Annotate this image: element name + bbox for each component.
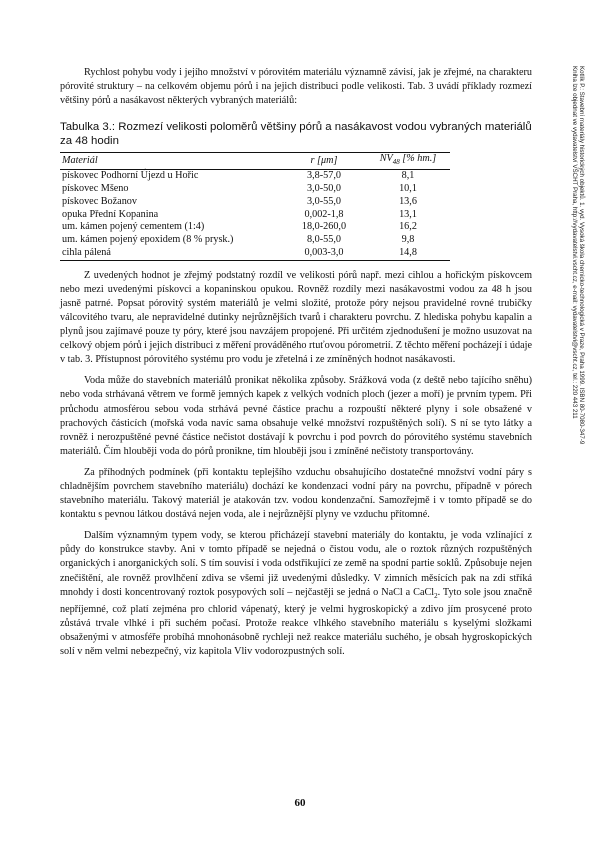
- header-radius: r [μm]: [282, 153, 366, 170]
- paragraph-condensation: Za příhodných podmínek (při kontaktu teplejšího vzduchu obsahujícího dostatečné množství vodní páry s chladnějším povrchem stavebního materiálu) dochází ke kondenzaci vodní páry na povrchu, případně v pórech stavebního materiálu. Takový materiál je atakován tzv. vodou kondenzační. Samozřejmě i v tomto případě se do kontaktu s pevnou látkou dostává nejen voda, ale i nejrůznější plyny ve vzduchu přítomné.: [60, 466, 532, 521]
- cell-radius: 3,8-57,0: [307, 170, 341, 182]
- page-number: 60: [294, 797, 306, 809]
- cell-absorption: 16,2: [399, 221, 417, 233]
- cell-material: cihla pálená: [60, 247, 282, 260]
- citation-sidenote: [571, 66, 585, 581]
- cell-absorption: 13,6: [399, 195, 417, 207]
- table-row: [60, 209, 450, 222]
- table-row: [60, 183, 450, 196]
- cell-material: opuka Přední Kopanina: [62, 208, 159, 220]
- table-row: [60, 234, 450, 247]
- cell-radius: 0,003-3,0: [282, 247, 366, 260]
- cell-radius: 8,0-55,0: [307, 234, 341, 246]
- cell-absorption: 13,1: [399, 208, 417, 220]
- cell-absorption: 14,8: [366, 247, 450, 260]
- table-row: [60, 170, 450, 183]
- header-material: Materiál: [60, 153, 282, 170]
- citation-line-2: Kniha lze objednat ve vydavatelství VŠCHT Praha, http://vydavatelstvi.vscht.cz, e-mail: vydavatelstvi@vscht.cz, tel.: 220 443 211: [571, 66, 578, 419]
- cell-radius: 3,0-55,0: [307, 195, 341, 207]
- table-header-row: [60, 153, 450, 170]
- paragraph-intro: Rychlost pohybu vody i jejího množství v pórovitém materiálu významně závisí, jak je zřejmé, na charakteru pórovité struktury – na celkovém objemu pórů i na jejich distribuci podle velikosti. Tab. 3 uvádí příklady rozmezí většiny pórů a nasákavost některých vybraných materiálů:: [60, 67, 532, 107]
- cell-material: um. kámen pojený cementem (1:4): [62, 221, 205, 233]
- pore-table: [60, 152, 450, 260]
- cell-radius: 3,0-50,0: [307, 182, 341, 194]
- table-row: [60, 221, 450, 234]
- cell-radius: 18,0-260,0: [301, 221, 347, 233]
- cell-absorption: 10,1: [399, 182, 417, 194]
- cell-material: pískovec Božanov: [62, 195, 137, 207]
- cell-radius: 0,002-1,8: [304, 208, 344, 220]
- table-caption: Tabulka 3.: Rozmezí velikosti poloměrů většiny pórů a nasákavost vodou vybraných materiálů za 48 hodin: [60, 121, 532, 148]
- paragraph-rising-damp: Dalším významným typem vody, se kterou přicházejí stavební materiály do kontaktu, je voda vzlínající z půdy do konstrukce stavby. Ani v tomto případě se nejedná o čistou vodu, ale o roztok různých rozpuštěných organických i anorganických solí. S tím souvisí i voda odstřikující ze země na spodní partie soklů. Způsobuje nejen znečištění, ale rovněž provlhčení zdiva se všemi již uvedenými důsledky. V zimních měsících pak na zdi stříká mnohdy i dosti koncentrovaný roztok posypových solí – nejčastěji se jedná o NaCl a CaCl$_2$. Tyto sole jsou značně nepříjemné, což platí zejména pro chlorid vápenatý, který je velmi hygroskopický a zdivo jím prosycené proto zůstává trvale vlhké i při suchém počasí. Protože reakce vlhkého stavebního materiálu s kyselými složkami obsaženými v atmosféře probíhá mnohonásobně rychleji než reakce materiálu suchého, je obsah hygroskopických solí v něm velmi nebezpečný, viz kapitola Vliv vodorozpustných solí.: [60, 530, 532, 658]
- page-content: [60, 66, 532, 666]
- cell-absorption: 9,8: [401, 234, 415, 246]
- cell-absorption: 8,1: [401, 170, 415, 182]
- table-row: [60, 196, 450, 209]
- paragraph-pores: Z uvedených hodnot je zřejmý podstatný rozdíl ve velikosti pórů např. mezi cihlou a hořickým pískovcem nebo mezi uvedenými pískovci a kopaninskou opukou. Rovněž rozdíly mezi nasákavostmi vodou za 48 h jsou jasně patrné. Popsat pórovitý systém materiálů je velmi složité, protože póry nejsou pravidelné rovné trubičky válcovitého tvaru, ale nepravidelné dutinky nejrůznějších tvarů i charakteru povrchu. Z hlediska pohybu kapalin a plynů jsou zajímavé pouze ty póry, které jsou navzájem propojené. Při určitém zjednodušení je možno usuzovat na celkový objem pórů i jejich distribuci z měření prováděného rtuťovou pórometrií. Z těchto měření pocházejí i údaje v tab. 3. Přístupnost pórovitého systému pro vodu je zřetelná i ze zmíněných hodnot nasákavosti.: [60, 269, 532, 366]
- cell-material: pískovec Mšeno: [62, 182, 129, 194]
- header-absorption: $NV_{48}$ [% hm.]: [366, 153, 450, 170]
- table-body: [60, 170, 450, 261]
- citation-line-1: Kotlík P.: Stavební materiály historických objektů. 1. vyd. Vysoká škola chemicko-technologická v Praze, Praha 1999. ISBN 80-7080-347-9: [578, 66, 585, 445]
- table-row: [60, 247, 450, 260]
- cell-material: um. kámen pojený epoxidem (8 % prysk.): [62, 234, 234, 246]
- paragraph-water-ingress: Voda může do stavebních materiálů pronikat několika způsoby. Srážková voda (z deště nebo tajícího sněhu) nebo voda strhávaná větrem ve formě jemných kapek z velkých vodních ploch (jezer a moří) je prvním typem. Při průchodu atmosférou sebou voda strhává pevné částice prachu a rozpouští některé plyny i sole obsažené v prachových částicích (mořská voda navíc sama obsahuje velké množství rozpuštěných solí). S ní se tyto látky a rovněž i nerozpuštěné pevné částice nečistot dostávají k povrchu i pod povrch do pórovitého systému stavebních materiálů. Čím hlouběji voda do pórů pronikne, tím hlouběji jsou i zmíněné nečistoty transportovány.: [60, 375, 532, 457]
- cell-material: pískovec Podhorní Újezd u Hořic: [62, 170, 199, 182]
